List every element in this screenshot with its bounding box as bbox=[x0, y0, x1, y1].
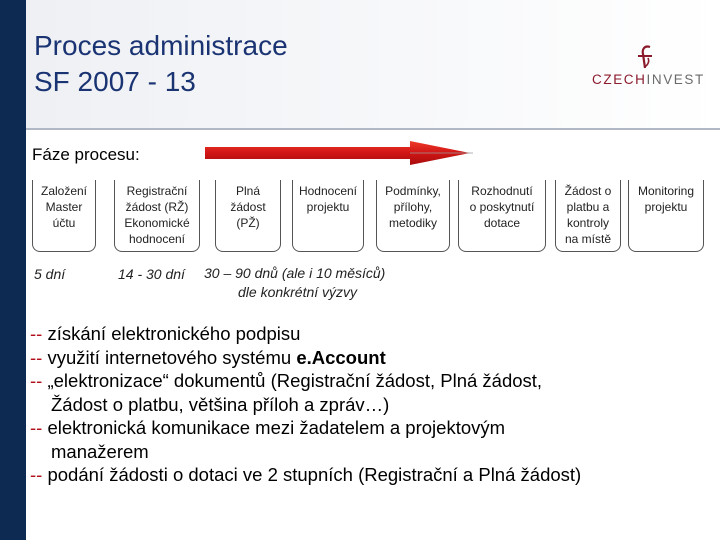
bullet-item bbox=[30, 369, 710, 416]
bullet-text-bold: e.Account bbox=[296, 346, 386, 368]
bullet-item bbox=[30, 322, 710, 346]
bullet-text-continuation: Žádost o platbu, většina příloh a zpráv…) bbox=[51, 393, 390, 415]
phase-line: účtu bbox=[52, 216, 76, 230]
process-arrow-icon bbox=[205, 140, 475, 166]
logo-text-invest: INVEST bbox=[646, 72, 705, 87]
phase-line: o poskytnutí bbox=[469, 200, 535, 214]
bullet-dash: -- bbox=[30, 323, 43, 344]
phase-line: Plná bbox=[235, 184, 261, 198]
bullet-text: získání elektronického podpisu bbox=[47, 323, 301, 344]
phase-line: Rozhodnutí bbox=[471, 184, 533, 198]
phase-line: Registrační bbox=[126, 184, 188, 198]
phase-line: dotace bbox=[483, 216, 521, 230]
phase-line: Žádost o bbox=[564, 184, 612, 198]
phase-box-podminky bbox=[376, 180, 450, 252]
bullet-dash: -- bbox=[30, 346, 43, 368]
phase-line: Hodnocení bbox=[298, 184, 358, 198]
phase-line: platbu a bbox=[566, 200, 610, 214]
phase-box-plna-zadost bbox=[215, 180, 281, 252]
bullet-item bbox=[30, 463, 710, 487]
duration-plna-zadost-line-2: dle konkrétní výzvy bbox=[238, 284, 358, 300]
phase-label: Fáze procesu: bbox=[32, 145, 140, 164]
phase-line: projektu bbox=[644, 200, 688, 214]
phase-line: metodiky bbox=[388, 216, 438, 230]
phase-line: projektu bbox=[306, 200, 350, 214]
bullet-item bbox=[30, 346, 710, 370]
bullet-text: podání žádosti o dotaci ve 2 stupních (Registrační a Plná žádost) bbox=[47, 464, 582, 485]
czechinvest-logo bbox=[592, 44, 704, 90]
czechinvest-logo-text bbox=[592, 72, 705, 87]
bullet-dash: -- bbox=[30, 464, 43, 485]
phase-line: přílohy, bbox=[393, 200, 433, 214]
slide-title-line-2: SF 2007 - 13 bbox=[34, 66, 196, 97]
bullet-item bbox=[30, 416, 710, 463]
czechinvest-logo-mark-icon bbox=[630, 44, 660, 70]
phase-line: Založení bbox=[40, 184, 88, 198]
phase-line: na místě bbox=[564, 232, 612, 246]
slide-title-line-1: Proces administrace bbox=[34, 30, 288, 61]
phase-box-zadost-o-platbu bbox=[555, 180, 621, 252]
phase-box-zalozeni bbox=[32, 180, 96, 252]
phase-box-hodnoceni-projektu bbox=[292, 180, 364, 252]
bullet-text: využití internetového systému bbox=[47, 346, 297, 368]
phase-box-registracni-zadost bbox=[114, 180, 200, 252]
bullet-list bbox=[30, 322, 710, 487]
phase-line: Podmínky, bbox=[385, 184, 441, 198]
duration-registracni: 14 - 30 dní bbox=[118, 266, 185, 282]
logo-text-czech: CZECH bbox=[592, 72, 647, 87]
phase-line: žádost (RŽ) bbox=[125, 200, 189, 214]
phase-line: Master bbox=[45, 200, 83, 214]
duration-plna-zadost-line-1: 30 – 90 dnů (ale i 10 měsíců) bbox=[204, 265, 386, 281]
phase-line: Monitoring bbox=[637, 184, 695, 198]
bullet-text: „elektronizace“ dokumentů (Registrační žádost, Plná žádost, bbox=[47, 370, 543, 391]
phase-line: kontroly bbox=[566, 216, 610, 230]
phase-line: žádost bbox=[230, 200, 266, 214]
phase-line: hodnocení bbox=[128, 232, 186, 246]
left-accent-bar bbox=[0, 0, 26, 540]
phase-box-monitoring bbox=[628, 180, 704, 252]
bullet-text-continuation: manažerem bbox=[51, 440, 149, 462]
title-divider bbox=[26, 128, 720, 130]
phase-boxes bbox=[30, 180, 710, 255]
duration-zalozeni: 5 dní bbox=[34, 266, 66, 282]
bullet-dash: -- bbox=[30, 417, 43, 438]
phase-line: Ekonomické bbox=[124, 216, 190, 230]
bullet-text: elektronická komunikace mezi žadatelem a projektovým bbox=[47, 417, 506, 438]
phase-box-rozhodnuti bbox=[458, 180, 546, 252]
slide-title bbox=[34, 28, 288, 100]
phase-line: (PŽ) bbox=[236, 216, 260, 230]
bullet-dash: -- bbox=[30, 370, 43, 391]
